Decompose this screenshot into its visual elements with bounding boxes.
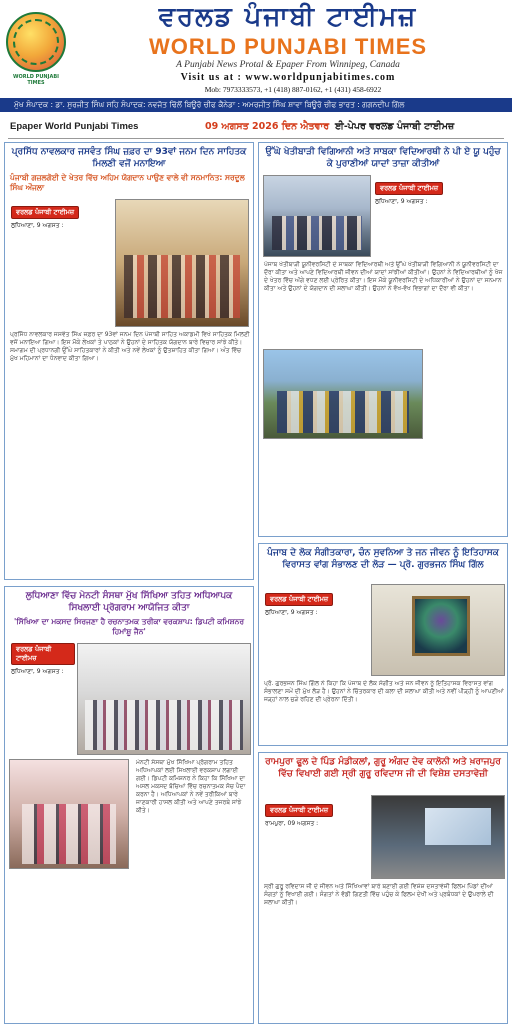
article-dateline: ਲੁਧਿਆਣਾ, 9 ਅਗਸਤ : [265, 609, 318, 616]
article-intro [265, 797, 365, 828]
article-dateline: ਲੁਧਿਆਣਾ, 9 ਅਗਸਤ : [11, 222, 64, 229]
logo-ring [13, 19, 59, 65]
article-headline: ਰਾਮਪੁਰਾ ਫੂਲ ਦੇ ਪਿੰਡ ਮੰਡੀਕਲਾਂ, ਗੁਰੂ ਅੰਗਦ ਦੇਵ ਕਾਲੋਨੀ ਅਤੇ ਖ਼ਰਾਜਪੁਰ ਵਿੱਚ ਵਿਖਾਈ ਗਈ ਸ੍ਰੀ ਗੁਰੂ ਰਵਿਦਾਸ ਜੀ ਦੀ ਵਿਸ਼ੇਸ਼ ਦਸਤਾਵੇਜ਼ੀ [265, 757, 501, 779]
article-pau-visit[interactable] [258, 142, 508, 537]
article-subhead: ਪੰਜਾਬੀ ਗਜ਼ਲਗੋਈ ਦੇ ਖੇਤਰ ਵਿੱਚ ਅਹਿਮ ਯੋਗਦਾਨ ਪਾਉਣ ਵਾਲੇ ਵੀ ਸਨਮਾਨਿਤ: ਸਰਦੂਲ ਸਿੰਘ ਔਜਲਾ [10, 173, 245, 192]
article-teacher-training[interactable] [4, 586, 254, 1024]
dateline-bar [0, 118, 512, 138]
brand-badge: ਵਰਲਡ ਪੰਜਾਬੀ ਟਾਈਮਜ਼ [11, 206, 79, 219]
contact-numbers: Mob: 7973333573, +1 (418) 887-0162, +1 (431) 458-6922 [204, 85, 382, 94]
article-subhead: 'ਸਿੱਖਿਆ ਦਾ ਮਕਸਦ ਸਿਰਜਣਾ ਹੈ ਰਚਨਾਤਮਕ ਤਰੀਕਾ ਵਰਕਸ਼ਾਪ: ਡਿਪਟੀ ਕਮਿਸ਼ਨਰ ਹਿਮਾਂਸ਼ੂ ਜੈਨ' [13, 617, 245, 636]
article-body: ਪ੍ਰੋ. ਗੁਰਭਜਨ ਸਿੰਘ ਗਿੱਲ ਨੇ ਕਿਹਾ ਕਿ ਪੰਜਾਬ ਦੇ ਲੋਕ ਸੰਗੀਤ ਅਤੇ ਜਨ ਜੀਵਨ ਨੂੰ ਇਤਿਹਾਸਕ ਵਿਰਾਸਤ ਵਾਂਗ ਸੰਭਾਲਣਾ ਸਮੇਂ ਦੀ ਮੁੱਖ ਲੋੜ ਹੈ। ਉਹਨਾਂ ਨੇ ਚਿੱਤਰਕਾਰ ਦੀ ਕਲਾ ਦੀ ਸ਼ਲਾਘਾ ਕੀਤੀ ਅਤੇ ਨਵੀਂ ਪੀੜ੍ਹੀ ਨੂੰ ਆਪਣੀਆਂ ਜੜ੍ਹਾਂ ਨਾਲ ਜੁੜੇ ਰਹਿਣ ਦੀ ਪ੍ਰੇਰਨਾ ਦਿੱਤੀ। [264, 680, 504, 703]
article-body: ਮੇਨਟੀ ਸੰਸਥਾ ਮੁੱਖ ਸਿੱਖਿਆ ਪ੍ਰੋਗਰਾਮ ਤਹਿਤ ਅਧਿਆਪਕਾਂ ਲਈ ਸਿਖਲਾਈ ਵਰਕਸ਼ਾਪ ਲਗਾਈ ਗਈ। ਡਿਪਟੀ ਕਮਿਸ਼ਨਰ ਨੇ ਕਿਹਾ ਕਿ ਸਿੱਖਿਆ ਦਾ ਅਸਲ ਮਕਸਦ ਬੱਚਿਆਂ ਵਿੱਚ ਰਚਨਾਤਮਕ ਸੋਚ ਪੈਦਾ ਕਰਨਾ ਹੈ। ਅਧਿਆਪਕਾਂ ਨੇ ਨਵੇਂ ਤਰੀਕਿਆਂ ਬਾਰੇ ਜਾਣਕਾਰੀ ਹਾਸਲ ਕੀਤੀ ਅਤੇ ਆਪਣੇ ਤਜਰਬੇ ਸਾਂਝੇ ਕੀਤੇ। [136, 759, 246, 814]
brand-badge: ਵਰਲਡ ਪੰਜਾਬੀ ਟਾਈਮਜ਼ [265, 593, 333, 606]
website-link[interactable]: Visit us at : www.worldpunjabitimes.com [180, 72, 396, 83]
article-dateline: ਲੁਧਿਆਣਾ, 9 ਅਗਸਤ : [11, 668, 64, 675]
dateline-left: Epaper World Punjabi Times [10, 121, 139, 132]
photo-campus-group [263, 349, 423, 439]
photo-painting-presentation [371, 584, 505, 676]
photo-pau-group [263, 175, 371, 257]
article-intro [11, 199, 111, 230]
article-dateline: ਰਾਮਪੁਰਾ, 09 ਅਗਸਤ : [265, 820, 319, 827]
article-folk-heritage[interactable] [258, 543, 508, 746]
tagline: A Punjabi News Protal & Epaper From Winnipeg, Canada [176, 60, 400, 70]
article-dateline: ਲੁਧਿਆਣਾ, 9 ਅਗਸਤ : [375, 198, 428, 205]
article-headline: ਪ੍ਰਸਿੱਧ ਨਾਵਲਕਾਰ ਜਸਵੰਤ ਸਿੰਘ ਜ਼ਫ਼ਰ ਦਾ 93ਵਾਂ ਜਨਮ ਦਿਨ ਸਾਹਿਤਕ ਮਿਲਣੀ ਵਜੋਂ ਮਨਾਇਆ [11, 147, 247, 169]
article-jaswant-singh-zafar[interactable] [4, 142, 254, 580]
brand-badge: ਵਰਲਡ ਪੰਜਾਬੀ ਟਾਈਮਜ਼ [265, 804, 333, 817]
article-headline: ਲੁਧਿਆਣਾ ਵਿੱਚ ਮੇਨਟੀ ਸੰਸਥਾ ਮੁੱਖ ਸਿੱਖਿਆ ਤਹਿਤ ਅਧਿਆਪਕ ਸਿਖਲਾਈ ਪ੍ਰੋਗਰਾਮ ਆਯੋਜਿਤ ਕੀਤਾ [25, 591, 233, 613]
photo-literary-meet [115, 199, 249, 327]
article-documentary-screening[interactable] [258, 752, 508, 1024]
dateline-date: 09 ਅਗਸਤ 2026 ਦਿਨ ਐਤਵਾਰ [205, 121, 330, 132]
title-english: WORLD PUNJABI TIMES [148, 34, 428, 59]
divider [8, 138, 504, 139]
article-intro [11, 643, 75, 676]
article-intro [375, 175, 503, 206]
article-body: ਸ੍ਰੀ ਗੁਰੂ ਰਵਿਦਾਸ ਜੀ ਦੇ ਜੀਵਨ ਅਤੇ ਸਿੱਖਿਆਵਾਂ ਬਾਰੇ ਬਣਾਈ ਗਈ ਵਿਸ਼ੇਸ਼ ਦਸਤਾਵੇਜ਼ੀ ਫਿਲਮ ਪਿੰਡਾਂ ਦੀਆਂ ਸੰਗਤਾਂ ਨੂੰ ਵਿਖਾਈ ਗਈ। ਸੰਗਤਾਂ ਨੇ ਵੱਡੀ ਗਿਣਤੀ ਵਿੱਚ ਪਹੁੰਚ ਕੇ ਫਿਲਮ ਦੇਖੀ ਅਤੇ ਪ੍ਰਬੰਧਕਾਂ ਦੇ ਉਪਰਾਲੇ ਦੀ ਸ਼ਲਾਘਾ ਕੀਤੀ। [264, 883, 494, 906]
title-gurmukhi: ਵਰਲਡ ਪੰਜਾਬੀ ਟਾਈਮਜ਼ [158, 2, 418, 32]
dateline-right: ਈ-ਪੇਪਰ ਵਰਲਡ ਪੰਜਾਬੀ ਟਾਈਮਜ਼ [335, 121, 455, 132]
article-headline: ਉੱਘੇ ਖੇਤੀਬਾੜੀ ਵਿਗਿਆਨੀ ਅਤੇ ਸਾਬਕਾ ਵਿਦਿਆਰਥੀ ਨੇ ਪੀ ਏ ਯੂ ਪਹੁੰਚ ਕੇ ਪੁਰਾਣੀਆਂ ਯਾਦਾਂ ਤਾਜ਼ਾ ਕੀਤੀਆਂ [265, 147, 501, 169]
article-headline: ਪੰਜਾਬ ਦੇ ਲੋਕ ਸੰਗੀਤਕਾਰਾ, ਚੰਨ ਸੁਵਨਿਆ ਤੇ ਜਨ ਜੀਵਨ ਨੂੰ ਇਤਿਹਾਸਕ ਵਿਰਾਸਤ ਵਾਂਗ ਸੰਭਾਲਣ ਦੀ ਲੋੜ — ਪ੍ਰੋ. ਗੁਰਭਜਨ ਸਿੰਘ ਗਿੱਲ [267, 548, 499, 570]
masthead [0, 0, 512, 111]
editors-strip: ਮੁੱਖ ਸੰਪਾਦਕ : ਡਾ. ਸੁਰਜੀਤ ਸਿੰਘ ਸਹਿ ਸੰਪਾਦਕ: ਨਵਜੋਤ ਢਿੱਲੋਂ ਬਿਊਰੋ ਚੀਫ ਕੈਨੇਡਾ : ਅਮਰਜੀਤ ਸਿੰਘ ਸ਼ਾਵਾ ਬਿਊਰੋ ਚੀਫ ਭਾਰਤ : ਗਗਨਦੀਪ ਗਿੱਲ [0, 98, 512, 112]
photo-training-session [77, 643, 251, 755]
article-intro [265, 586, 365, 617]
brand-badge: ਵਰਲਡ ਪੰਜਾਬੀ ਟਾਈਮਜ਼ [375, 182, 443, 195]
logo-caption: WORLD PUNJABI TIMES [12, 74, 59, 86]
photo-screening [371, 795, 505, 879]
article-body: ਪੰਜਾਬ ਖੇਤੀਬਾੜੀ ਯੂਨੀਵਰਸਿਟੀ ਦੇ ਸਾਬਕਾ ਵਿਦਿਆਰਥੀ ਅਤੇ ਉੱਘੇ ਖੇਤੀਬਾੜੀ ਵਿਗਿਆਨੀ ਨੇ ਯੂਨੀਵਰਸਿਟੀ ਦਾ ਦੌਰਾ ਕੀਤਾ ਅਤੇ ਆਪਣੇ ਵਿਦਿਆਰਥੀ ਜੀਵਨ ਦੀਆਂ ਯਾਦਾਂ ਸਾਂਝੀਆਂ ਕੀਤੀਆਂ। ਉਹਨਾਂ ਨੇ ਵਿਦਿਆਰਥੀਆਂ ਨੂੰ ਖੋਜ ਦੇ ਖੇਤਰ ਵਿੱਚ ਅੱਗੇ ਵਧਣ ਲਈ ਪ੍ਰੇਰਿਤ ਕੀਤਾ। ਇਸ ਮੌਕੇ ਯੂਨੀਵਰਸਿਟੀ ਦੇ ਅਧਿਕਾਰੀਆਂ ਨੇ ਉਹਨਾਂ ਦਾ ਸਨਮਾਨ ਕੀਤਾ ਅਤੇ ਉਹਨਾਂ ਦੇ ਯੋਗਦਾਨ ਦੀ ਸ਼ਲਾਘਾ ਕੀਤੀ। ਉਹਨਾਂ ਨੇ ਵੱਖ-ਵੱਖ ਵਿਭਾਗਾਂ ਦਾ ਦੌਰਾ ਵੀ ਕੀਤਾ। [264, 261, 503, 292]
photo-stage-event [9, 759, 129, 869]
brand-badge: ਵਰਲਡ ਪੰਜਾਬੀ ਟਾਈਮਜ਼ [11, 643, 75, 665]
article-body: ਪ੍ਰਸਿੱਧ ਨਾਵਲਕਾਰ ਜਸਵੰਤ ਸਿੰਘ ਜ਼ਫ਼ਰ ਦਾ 93ਵਾਂ ਜਨਮ ਦਿਨ ਪੰਜਾਬੀ ਸਾਹਿਤ ਅਕਾਡਮੀ ਵਿਖੇ ਸਾਹਿਤਕ ਮਿਲਣੀ ਵਜੋਂ ਮਨਾਇਆ ਗਿਆ। ਇਸ ਮੌਕੇ ਲੇਖਕਾਂ ਤੇ ਪਾਠਕਾਂ ਨੇ ਉਹਨਾਂ ਦੇ ਸਾਹਿਤਕ ਯੋਗਦਾਨ ਬਾਰੇ ਵਿਚਾਰ ਸਾਂਝੇ ਕੀਤੇ। ਸਮਾਗਮ ਦੀ ਪ੍ਰਧਾਨਗੀ ਉੱਘੇ ਸਾਹਿਤਕਾਰਾਂ ਨੇ ਕੀਤੀ ਅਤੇ ਨਵੇਂ ਲੇਖਕਾਂ ਨੂੰ ਉਤਸ਼ਾਹਿਤ ਕੀਤਾ ਗਿਆ। ਅੰਤ ਵਿੱਚ ਮੁੱਖ ਮਹਿਮਾਨਾਂ ਦਾ ਧੰਨਵਾਦ ਕੀਤਾ ਗਿਆ। [10, 331, 250, 362]
